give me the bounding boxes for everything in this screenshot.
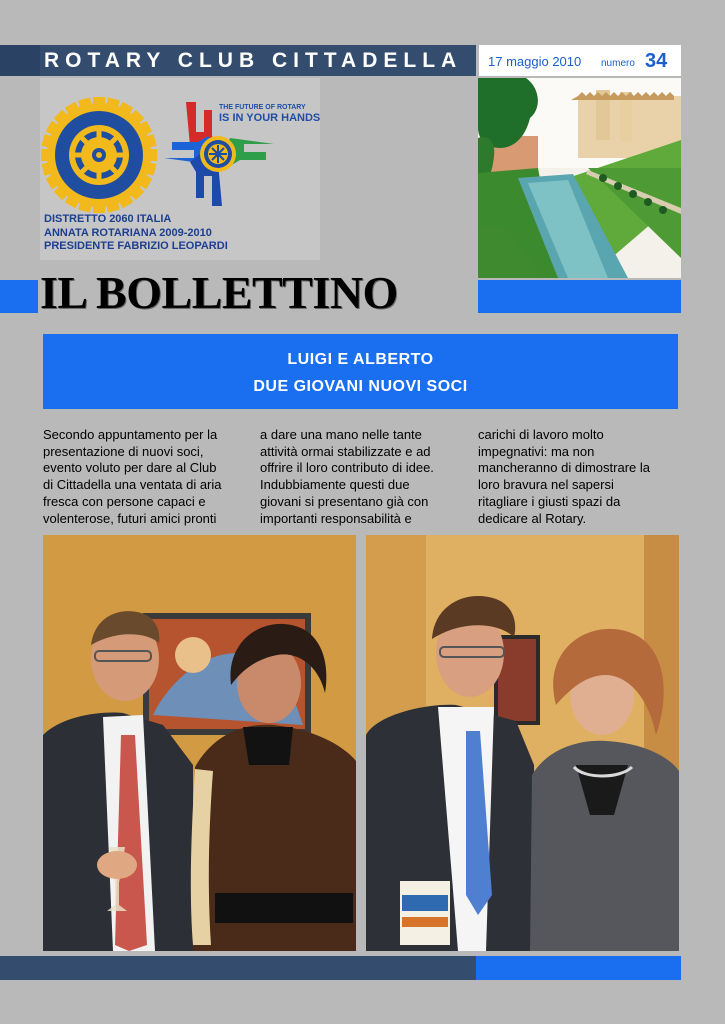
text-line: loro bravura nel sapersi [478,477,614,493]
district-line: DISTRETTO 2060 ITALIA [44,213,172,225]
headline-line-1: LUIGI E ALBERTO [287,351,434,368]
issue-date: 17 maggio 2010 [488,54,582,69]
district-info [44,213,228,254]
headline-box [43,334,678,409]
text-line: carichi di lavoro molto [478,427,604,442]
text-line: offrire il loro contributo di idee. [260,460,434,476]
header-accent [0,45,40,76]
text-line: importanti responsabilità e [260,510,412,526]
title-bar-right [478,280,681,313]
text-line: fresca con persone capaci e [43,493,206,509]
cittadella-painting [478,78,681,278]
issue-number: 34 [645,50,668,72]
photo-luigi [43,535,356,951]
text-line: Secondo appuntamento per la [43,427,218,442]
text-line: impegnativi: ma non [478,443,595,459]
article-column-1 [43,427,248,527]
club-name: ROTARY CLUB CITTADELLA [44,49,463,72]
text-line: Indubbiamente questi due [260,477,410,493]
newsletter-title: IL BOLLETTINO [40,267,398,318]
article-column-3 [478,427,683,527]
rotary-year-line: ANNATA ROTARIANA 2009-2010 [44,226,212,239]
text-line: presentazione di nuovi soci, [43,443,204,459]
text-line: attività ormai stabilizzate e ad [260,443,431,459]
footer-bar [0,956,476,980]
text-line: dedicare al Rotary. [478,510,587,526]
text-line: a dare una mano nelle tante [260,427,422,442]
rotary-wheel-icon [40,97,158,213]
text-line: giovani si presentano già con [260,493,429,509]
text-line: evento voluto per dare al Club [43,460,217,476]
footer-accent [476,956,681,980]
photo-alberto [366,535,679,951]
title-bar-left [0,280,38,313]
slogan-line-2: IS IN YOUR HANDS [219,112,321,124]
article-column-2 [260,427,465,527]
text-line: di Cittadella una ventata di aria [43,477,222,493]
slogan-line-1: THE FUTURE OF ROTARY [219,104,306,111]
issue-number-label: numero [601,58,635,69]
text-line: volenterose, futuri amici pronti [43,510,217,526]
text-line: mancheranno di dimostrare la [478,460,650,476]
text-line: ritagliare i giusti spazi da [478,493,621,509]
president-line: PRESIDENTE FABRIZIO LEOPARDI [44,240,228,252]
headline-line-2: DUE GIOVANI NUOVI SOCI [253,378,468,395]
